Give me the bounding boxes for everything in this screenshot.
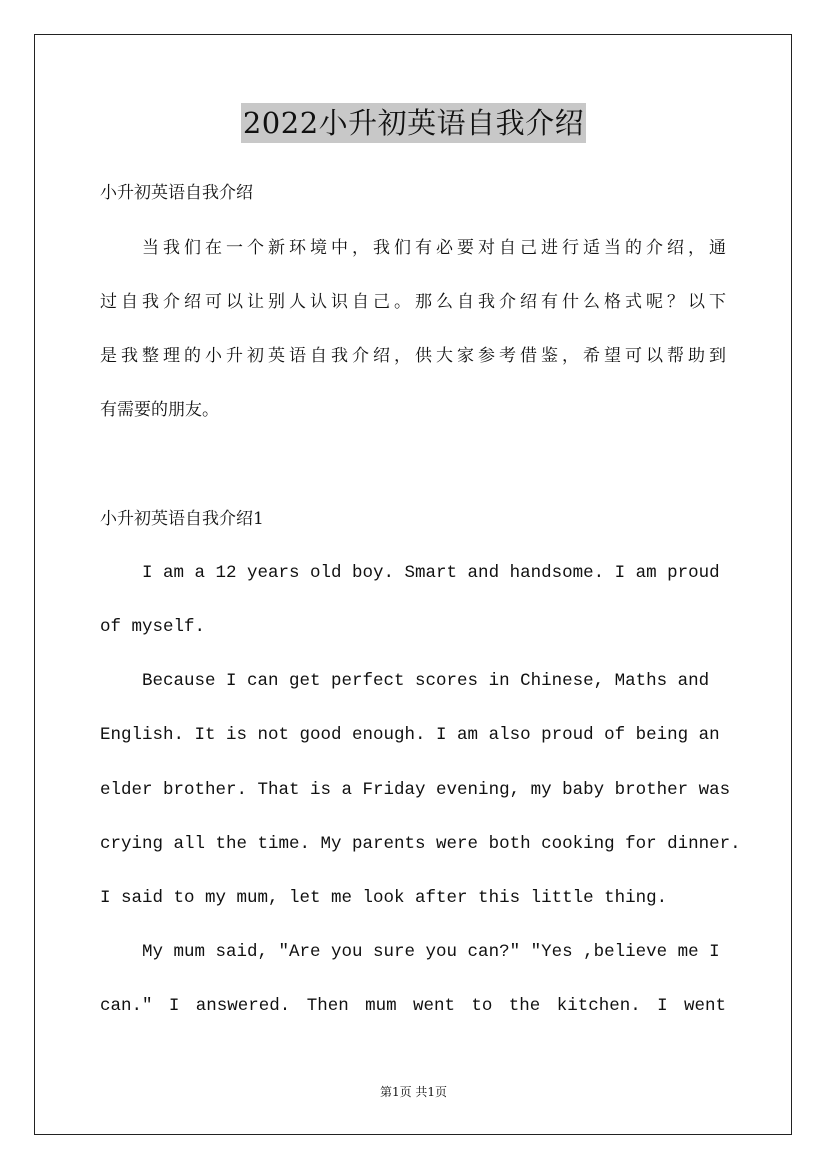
body-line: elder brother. That is a Friday evening, my baby brother was <box>100 780 731 800</box>
body-line: I said to my mum, let me look after this little thing. <box>100 888 668 908</box>
section-heading: 小升初英语自我介绍1 <box>100 509 264 529</box>
intro-line: 过自我介绍可以让别人认识自己。那么自我介绍有什么格式呢？以下 <box>100 292 726 312</box>
body-line: English. It is not good enough. I am also proud of being an <box>100 725 720 745</box>
body-line: My mum said, "Are you sure you can?" "Yes ,believe me I <box>100 942 720 962</box>
intro-line: 有需要的朋友。 <box>100 400 219 420</box>
body-line: I am a 12 years old boy. Smart and handsome. I am proud <box>100 563 720 583</box>
document-title: 2022小升初英语自我介绍 <box>241 103 586 143</box>
body-line: can." I answered. Then mum went to the kitchen. I went <box>100 996 726 1016</box>
body-line: of myself. <box>100 617 206 637</box>
page-footer: 第1页 共1页 <box>379 1085 448 1099</box>
intro-line: 是我整理的小升初英语自我介绍，供大家参考借鉴，希望可以帮助到 <box>100 346 726 366</box>
body-line: Because I can get perfect scores in Chinese, Maths and <box>100 671 710 691</box>
subtitle: 小升初英语自我介绍 <box>100 183 253 203</box>
title-wrap <box>0 103 827 143</box>
body-line: crying all the time. My parents were both cooking for dinner. <box>100 834 741 854</box>
intro-line: 当我们在一个新环境中，我们有必要对自己进行适当的介绍，通 <box>100 238 726 258</box>
